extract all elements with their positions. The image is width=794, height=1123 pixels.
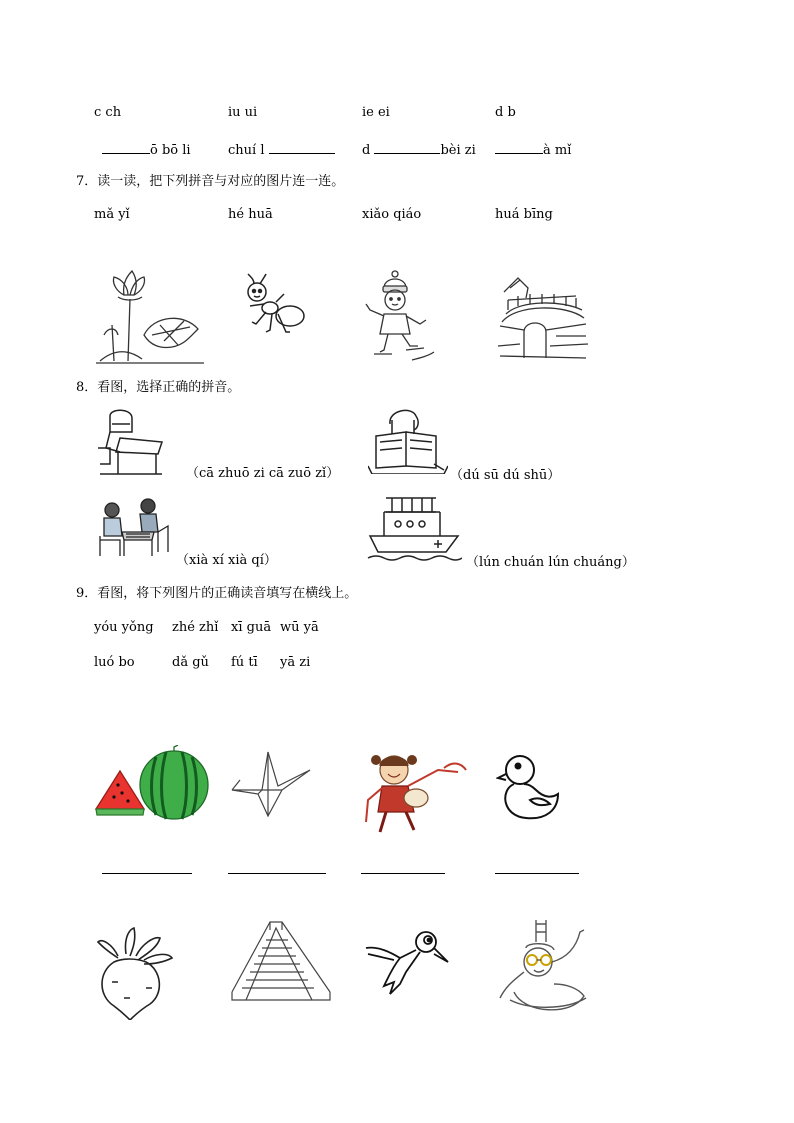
q9-word: fú tī bbox=[231, 655, 258, 670]
lotus-icon bbox=[94, 265, 206, 365]
q9-title: 9．看图，将下列图片的正确读音填写在横线上。 bbox=[76, 586, 358, 601]
answer-blank[interactable] bbox=[495, 141, 543, 154]
q6-pair-2: iu ui bbox=[228, 105, 258, 120]
wiping-table-icon bbox=[96, 408, 164, 476]
q9-word: wū yā bbox=[280, 620, 319, 635]
q7-pinyin-2: hé huā bbox=[228, 207, 273, 222]
ship-icon bbox=[366, 494, 462, 566]
answer-blank[interactable] bbox=[374, 141, 440, 154]
drummer-girl-icon bbox=[358, 750, 468, 840]
q9-word: yóu yǒng bbox=[94, 620, 154, 635]
watermelon-icon bbox=[94, 745, 210, 825]
q8-options-4[interactable]: （lún chuán lún chuáng） bbox=[466, 555, 635, 570]
q7-pinyin-4: huá bīng bbox=[495, 207, 553, 222]
swimmer-icon bbox=[496, 918, 610, 1018]
escalator-icon bbox=[230, 920, 334, 1002]
q6-fill-1[interactable]: ō bō li bbox=[102, 141, 191, 159]
answer-line[interactable] bbox=[228, 873, 326, 874]
q8-title: 8．看图，选择正确的拼音。 bbox=[76, 380, 241, 395]
bridge-icon bbox=[496, 270, 590, 362]
q8-options-1[interactable]: （cā zhuō zi cā zuō zǐ） bbox=[186, 466, 340, 481]
q7-title: 7．读一读，把下列拼音与对应的图片连一连。 bbox=[76, 174, 345, 189]
q9-word: zhé zhǐ bbox=[172, 620, 219, 635]
radish-icon bbox=[94, 926, 174, 1020]
q8-options-3[interactable]: （xià xí xià qí） bbox=[176, 553, 277, 568]
q7-pinyin-3: xiǎo qiáo bbox=[362, 207, 422, 222]
q7-pinyin-1: mǎ yǐ bbox=[94, 207, 130, 222]
q9-word: dǎ gǔ bbox=[172, 655, 209, 670]
q6-pair-1: c ch bbox=[94, 105, 122, 120]
q6-fill-4[interactable]: à mǐ bbox=[495, 141, 571, 159]
q6-pair-3: ie ei bbox=[362, 105, 390, 120]
skater-icon bbox=[362, 268, 438, 364]
answer-blank[interactable] bbox=[102, 141, 150, 154]
paper-crane-icon bbox=[228, 750, 312, 822]
reading-book-icon bbox=[368, 406, 448, 474]
q6-fill-2[interactable]: chuí l bbox=[228, 141, 335, 159]
answer-line[interactable] bbox=[495, 873, 579, 874]
duck-icon bbox=[496, 750, 562, 822]
chess-players-icon bbox=[96, 496, 172, 560]
q9-word: xī guā bbox=[231, 620, 272, 635]
ant-icon bbox=[232, 270, 312, 342]
answer-line[interactable] bbox=[102, 873, 192, 874]
crow-icon bbox=[364, 924, 450, 1000]
q9-word: luó bo bbox=[94, 655, 135, 670]
q6-pair-4: d b bbox=[495, 105, 516, 120]
answer-blank[interactable] bbox=[269, 141, 335, 154]
q8-options-2[interactable]: （dú sū dú shū） bbox=[450, 468, 561, 483]
answer-line[interactable] bbox=[361, 873, 445, 874]
q9-word: yā zi bbox=[280, 655, 311, 670]
q6-fill-3[interactable]: d bèi zi bbox=[362, 143, 476, 158]
